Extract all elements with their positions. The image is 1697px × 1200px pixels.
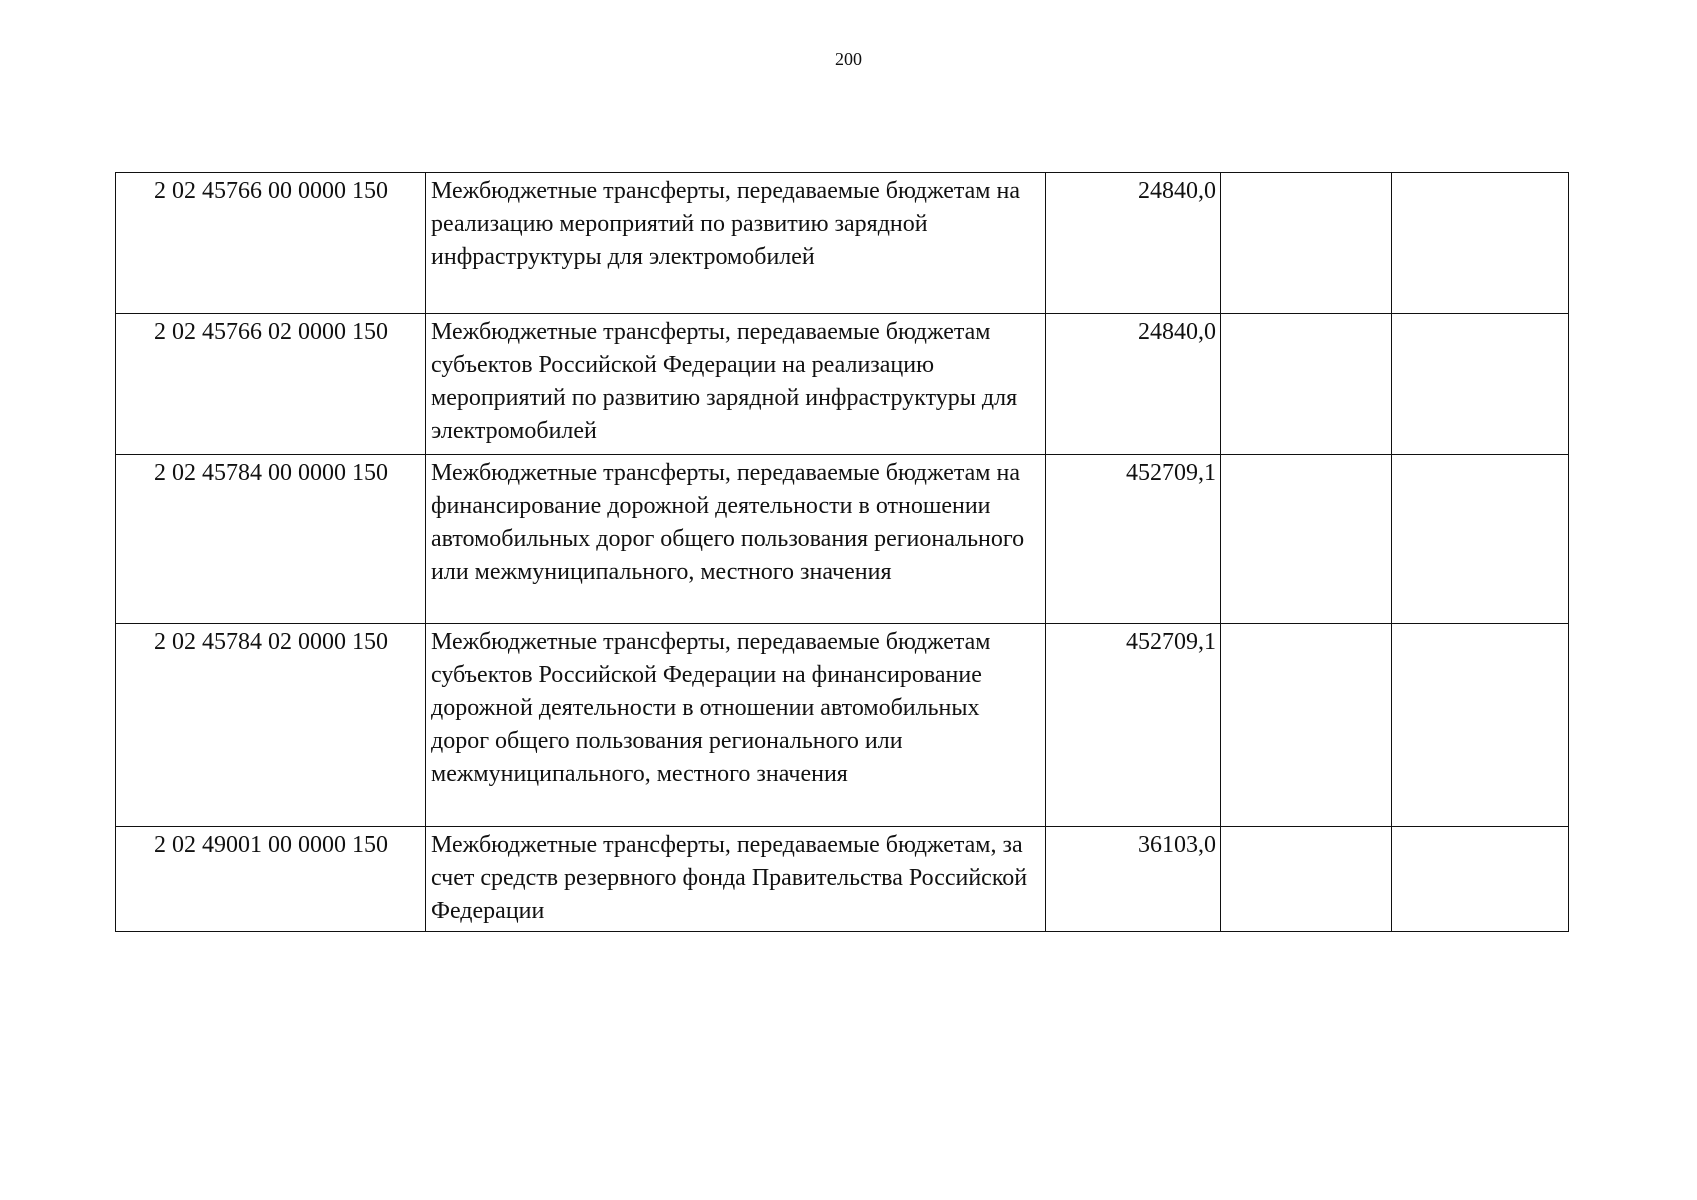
- description-cell: Межбюджетные трансферты, передаваемые бюджетам, за счет средств резервного фонда Правительства Российской Федерации: [426, 827, 1046, 932]
- description-cell: Межбюджетные трансферты, передаваемые бюджетам на реализацию мероприятий по развитию зарядной инфраструктуры для электромобилей: [426, 173, 1046, 314]
- empty-cell: [1221, 314, 1392, 455]
- amount-cell: 36103,0: [1046, 827, 1221, 932]
- amount-cell: 24840,0: [1046, 314, 1221, 455]
- empty-cell: [1221, 173, 1392, 314]
- budget-code-cell: 2 02 45766 00 0000 150: [116, 173, 426, 314]
- description-cell: Межбюджетные трансферты, передаваемые бюджетам субъектов Российской Федерации на реализацию мероприятий по развитию зарядной инфраструктуры для электромобилей: [426, 314, 1046, 455]
- budget-code-cell: 2 02 45766 02 0000 150: [116, 314, 426, 455]
- empty-cell: [1221, 624, 1392, 827]
- budget-table: [115, 172, 1569, 932]
- description-cell: Межбюджетные трансферты, передаваемые бюджетам на финансирование дорожной деятельности в отношении автомобильных дорог общего пользования регионального или межмуниципального, местного значения: [426, 455, 1046, 624]
- empty-cell: [1392, 827, 1569, 932]
- empty-cell: [1392, 173, 1569, 314]
- table-row: [116, 314, 1569, 455]
- amount-cell: 452709,1: [1046, 455, 1221, 624]
- budget-code-cell: 2 02 45784 02 0000 150: [116, 624, 426, 827]
- empty-cell: [1392, 314, 1569, 455]
- budget-code-cell: 2 02 49001 00 0000 150: [116, 827, 426, 932]
- page-number: 200: [835, 49, 862, 69]
- budget-code-cell: 2 02 45784 00 0000 150: [116, 455, 426, 624]
- table-row: [116, 624, 1569, 827]
- empty-cell: [1392, 624, 1569, 827]
- empty-cell: [1221, 455, 1392, 624]
- table-row: [116, 827, 1569, 932]
- table-row: [116, 455, 1569, 624]
- empty-cell: [1221, 827, 1392, 932]
- description-cell: Межбюджетные трансферты, передаваемые бюджетам субъектов Российской Федерации на финансирование дорожной деятельности в отношении автомобильных дорог общего пользования регионального или межмуниципального, местного значения: [426, 624, 1046, 827]
- empty-cell: [1392, 455, 1569, 624]
- amount-cell: 452709,1: [1046, 624, 1221, 827]
- table-row: [116, 173, 1569, 314]
- amount-cell: 24840,0: [1046, 173, 1221, 314]
